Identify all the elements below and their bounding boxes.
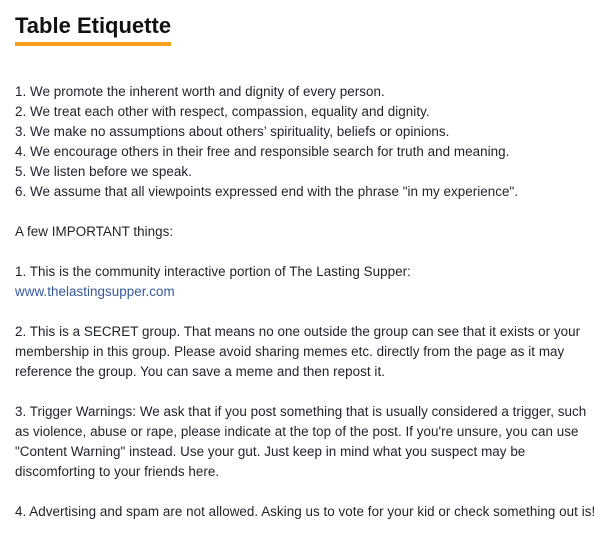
important-item-2: 2. This is a SECRET group. That means no one outside the group can see that it exists or your membership in this group. Please avoid sharing memes etc. directly from the page as it may reference the group. You can save a meme and then repost it. [15,324,581,379]
page-title: Table Etiquette [15,12,171,46]
spacer [15,302,603,322]
spacer [15,202,603,222]
principle-2: 2. We treat each other with respect, compassion, equality and dignity. [15,104,430,119]
spacer [15,482,603,502]
spacer [15,242,603,262]
post-body [15,82,603,522]
spacer [15,382,603,402]
important-item-1: 1. This is the community interactive portion of The Lasting Supper: [15,264,411,279]
principle-3: 3. We make no assumptions about others’ spirituality, beliefs or opinions. [15,124,450,139]
principle-4: 4. We encourage others in their free and responsible search for truth and meaning. [15,144,510,159]
important-item-3: 3. Trigger Warnings: We ask that if you post something that is usually considered a trigger, such as violence, abuse or rape, please indicate at the top of the post. If you're unsure, you can use "Content Warning" instead. Use your gut. Just keep in mind what you suspect may be discomforting to your friends here. [15,404,587,479]
lasting-supper-link[interactable]: www.thelastingsupper.com [15,284,175,299]
etiquette-post [15,0,603,522]
important-item-4: 4. Advertising and spam are not allowed. Asking us to vote for your kid or check something out is! [15,504,596,519]
principle-5: 5. We listen before we speak. [15,164,192,179]
principle-1: 1. We promote the inherent worth and dignity of every person. [15,84,385,99]
principle-6: 6. We assume that all viewpoints expressed end with the phrase "in my experience". [15,184,519,199]
important-heading: A few IMPORTANT things: [15,224,174,239]
